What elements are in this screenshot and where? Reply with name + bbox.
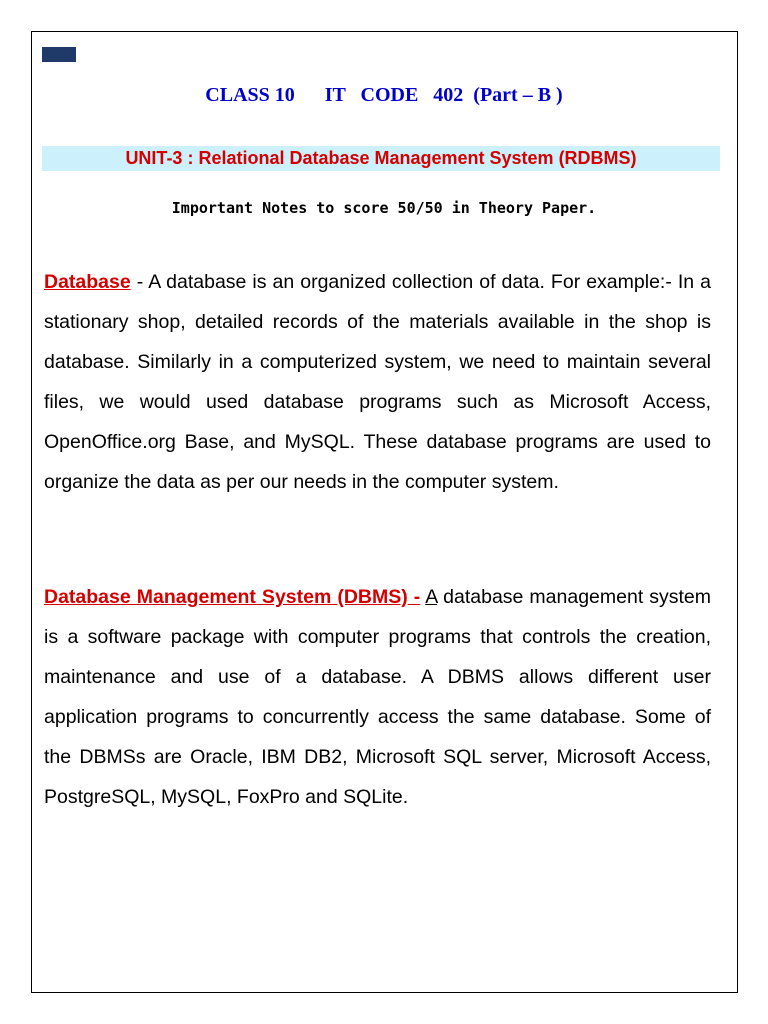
dbms-lead-letter: A	[425, 586, 438, 608]
notes-subtitle: Important Notes to score 50/50 in Theory Paper.	[171, 199, 597, 217]
database-term: Database	[44, 271, 131, 293]
database-definition: A database is an organized collection of data. For example:- In a stationary shop, detailed records of the materials available in the shop is database. Similarly in a computerized system, we need to maintain several files, we would used database programs such as Microsoft Access, OpenOffice.org Base, and MySQL. These database programs are used to organize the data as per our needs in the computer system.	[44, 271, 711, 493]
separator: -	[130, 271, 149, 293]
dbms-term: Database Management System (DBMS) -	[44, 586, 421, 608]
dbms-definition: database management system is a software package with computer programs that controls the creation, maintenance and use of a database. A DBMS allows different user application programs to concurrently access the same database. Some of the DBMSs are Oracle, IBM DB2, Microsoft SQL server, Microsoft Access, PostgreSQL, MySQL, FoxPro and SQLite.	[44, 586, 712, 808]
corner-mark	[42, 47, 76, 62]
page-border	[31, 31, 738, 993]
dbms-paragraph	[44, 577, 711, 817]
unit-heading: UNIT-3 : Relational Database Management System (RDBMS)	[42, 146, 720, 171]
page-title: CLASS 10 IT CODE 402 (Part – B )	[205, 84, 563, 106]
database-paragraph	[44, 262, 711, 502]
